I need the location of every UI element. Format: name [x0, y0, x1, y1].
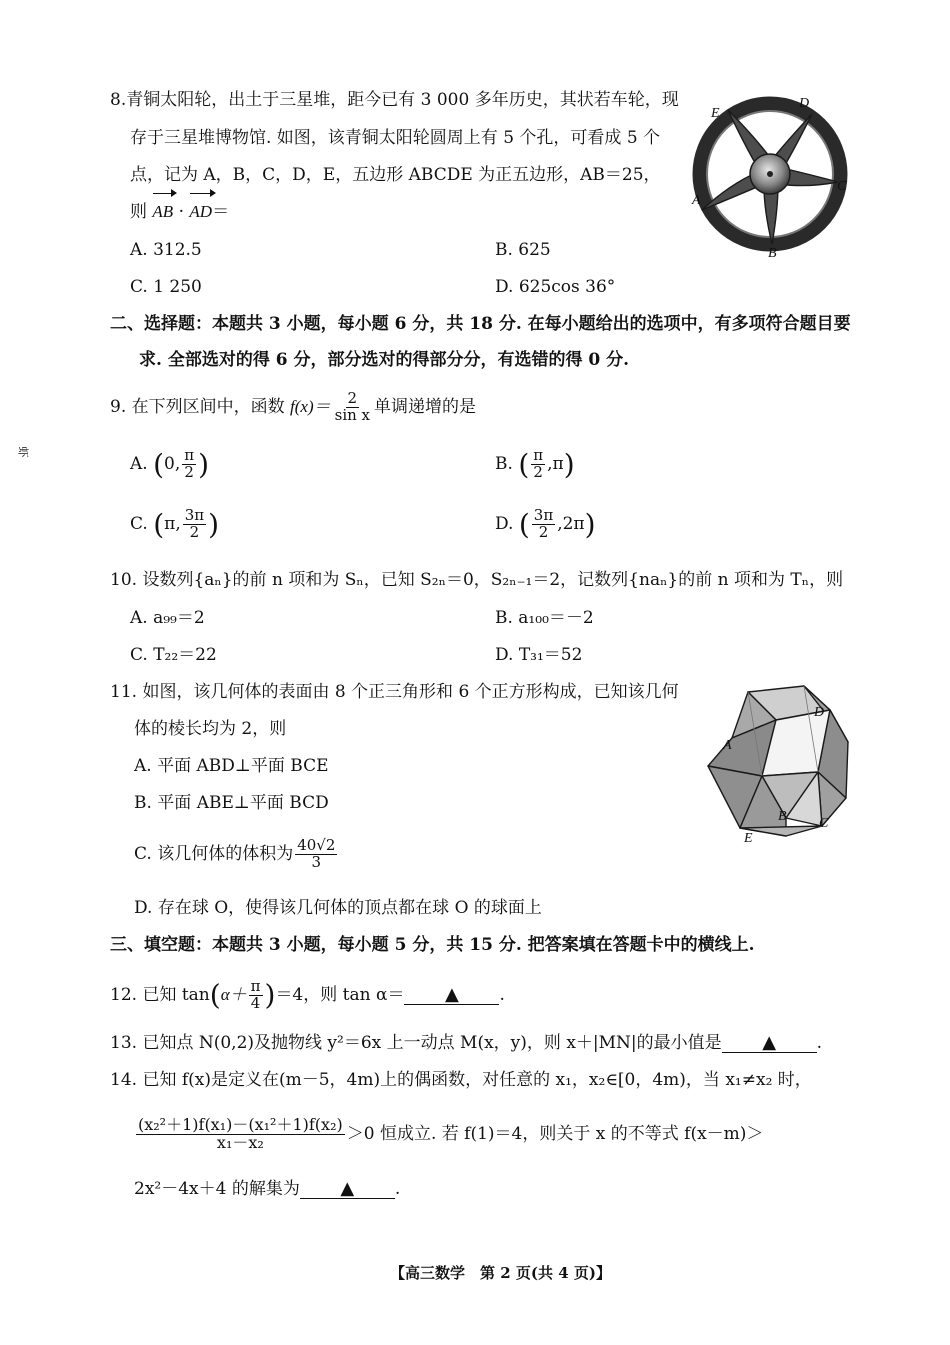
q14-line-3 — [134, 1171, 400, 1207]
section-2-heading-line-1: 二、选择题：本题共 3 小题，每小题 6 分，共 18 分. 在每小题给出的选项中，有多项符合题目要 — [110, 314, 851, 334]
q9-function: f(x)＝ — [290, 397, 331, 416]
q14-fraction — [136, 1117, 345, 1152]
q9-suffix: 单调递增的是 — [374, 397, 477, 417]
q9-d-left-den: 2 — [538, 523, 549, 541]
q11-option-c-prefix: C. 该几何体的体积为 — [134, 844, 294, 864]
q8-option-b: B. 625 — [495, 240, 551, 260]
q14-line-3-text: 2x²－4x＋4 的解集为 — [134, 1179, 300, 1199]
dot-operator: · — [173, 202, 190, 222]
q9-b-left-den: 2 — [533, 463, 543, 481]
q14-frac-den: x₁－x₂ — [216, 1133, 264, 1152]
cuboctahedron-figure — [700, 680, 860, 852]
q9-d-left-num: 3π — [533, 506, 554, 525]
label-b: B — [778, 809, 787, 824]
q12-end: . — [499, 985, 505, 1005]
q9-a-right-frac — [182, 448, 196, 481]
q13-text: 13. 已知点 N(0,2)及抛物线 y²＝6x 上一动点 M(x，y)，则 x＋|MN|的最小值是 — [110, 1033, 722, 1053]
q9-option-c-label: C. — [130, 514, 148, 534]
triangle-icon: ▲ — [445, 984, 459, 1005]
label-c: C — [819, 816, 829, 831]
q9-c-right-num: 3π — [184, 506, 205, 525]
q13-end: . — [816, 1033, 823, 1053]
q9-prefix: 9. 在下列区间中，函数 — [110, 397, 291, 417]
q9-option-a-label: A. — [130, 454, 148, 474]
q8-line-3: 点，记为 A，B，C，D，E，五边形 ABCDE 为正五边形，AB＝25， — [130, 165, 661, 185]
q14-line-2 — [134, 1110, 763, 1158]
q13 — [110, 1025, 822, 1061]
q9-c-left: π — [164, 514, 176, 534]
q12-inner: α＋ — [220, 985, 247, 1004]
q12-frac-num: π — [250, 977, 261, 996]
q9-option-b-label: B. — [495, 454, 513, 474]
section-2-heading-line-2: 求. 全部选对的得 6 分，部分选对的得部分分，有选错的得 0 分. — [139, 350, 630, 370]
q9-b-right: π — [552, 454, 564, 474]
q10-option-a: A. a₉₉＝2 — [130, 608, 205, 628]
q11-volume-fraction — [295, 838, 337, 871]
q12-prefix: 12. 已知 tan — [110, 985, 210, 1005]
q10-option-d: D. T₃₁＝52 — [495, 645, 583, 665]
q8-line-2: 存于三星堆博物馆. 如图，该青铜太阳轮圆周上有 5 个孔，可看成 5 个 — [130, 128, 661, 148]
vector-ab — [152, 194, 173, 230]
q9-b-left-num: π — [533, 446, 544, 465]
label-e: E — [711, 106, 720, 121]
label-e: E — [744, 831, 753, 846]
q9-option-a: A. (0, $\frac{\pi}{2}$ ) — [130, 446, 210, 481]
q11-volume-den: 3 — [311, 853, 322, 871]
q8-line-1: 8.青铜太阳轮，出土于三星堆，距今已有 3 000 多年历史，其状若车轮，现 — [110, 90, 679, 110]
q9-d-left-frac — [532, 508, 555, 541]
triangle-icon: ▲ — [340, 1178, 355, 1199]
triangle-icon: ▲ — [762, 1032, 777, 1053]
q9-c-right-den: 2 — [189, 523, 200, 541]
label-b: B — [768, 246, 777, 261]
q9-a-right-num: π — [184, 446, 195, 465]
vector-ad-label: AD — [189, 202, 213, 221]
q10-option-b: B. a₁₀₀＝－2 — [495, 608, 594, 628]
q9-option-c: C. (π, $\frac{3\pi}{2}$ ) — [130, 506, 220, 541]
q11-line-2: 体的棱长均为 2，则 — [134, 719, 287, 739]
q9-option-b: B. ( $\frac{\pi}{2}$ ,π) — [495, 446, 575, 481]
q8-ask-prefix: 则 — [130, 202, 153, 222]
q14-end: . — [394, 1179, 401, 1199]
vector-ad — [189, 194, 212, 230]
label-d: D — [814, 705, 825, 720]
section-3-heading: 三、填空题：本题共 3 小题，每小题 5 分，共 15 分. 把答案填在答题卡中的横线上. — [110, 935, 755, 955]
vector-ab-label: AB — [152, 202, 174, 221]
label-a: A — [723, 738, 732, 753]
label-a: A — [692, 193, 701, 208]
q9-option-d-label: D. — [495, 514, 514, 534]
q9-a-left: 0 — [164, 454, 175, 474]
q12-mid: ＝4，则 tan α＝ — [275, 985, 405, 1005]
q9-c-right-frac — [183, 508, 206, 541]
q8-ask-suffix: ＝ — [212, 202, 230, 222]
q12-fraction — [249, 979, 263, 1012]
q9-fraction — [333, 391, 372, 424]
q11-option-b: B. 平面 ABE⊥平面 BCD — [134, 793, 329, 813]
q12-answer-blank[interactable] — [404, 986, 499, 1005]
q11-option-c — [134, 832, 339, 876]
q9-stem — [110, 385, 476, 429]
q8-line-4 — [130, 194, 229, 230]
q14-frac-num: (x₂²＋1)f(x₁)－(x₁²＋1)f(x₂) — [138, 1115, 343, 1135]
q9-d-right: 2π — [562, 514, 585, 534]
label-c: C — [837, 179, 847, 194]
q14-line-1: 14. 已知 f(x)是定义在(m－5，4m)上的偶函数，对任意的 x₁，x₂∈[0，4m)，当 x₁≠x₂ 时， — [110, 1070, 812, 1090]
q9-b-left-frac — [531, 448, 545, 481]
q11-line-1: 11. 如图，该几何体的表面由 8 个正三角形和 6 个正方形构成，已知该几何 — [110, 682, 679, 702]
q9-option-d: D. ( $\frac{3\pi}{2}$ ,2π) — [495, 506, 596, 541]
q8-option-d: D. 625cos 36° — [495, 277, 616, 297]
q9-frac-num: 2 — [347, 389, 358, 408]
q10-option-c: C. T₂₂＝22 — [130, 645, 217, 665]
q8-option-c: C. 1 250 — [130, 277, 202, 297]
q11-option-d: D. 存在球 O，使得该几何体的顶点都在球 O 的球面上 — [134, 898, 542, 918]
bronze-sun-wheel-figure — [686, 92, 856, 264]
q11-volume-num: 40√2 — [297, 836, 336, 855]
q14-line-2-tail: ＞0 恒成立. 若 f(1)＝4，则关于 x 的不等式 f(x－m)＞ — [346, 1124, 764, 1144]
q13-answer-blank[interactable] — [722, 1034, 817, 1053]
q14-answer-blank[interactable] — [300, 1180, 395, 1199]
q12: 12. 已知 tan(α＋ $\frac{\pi}{4}$ )＝4，则 tan α＝ ▲ . — [110, 977, 505, 1012]
label-d: D — [799, 96, 810, 111]
page-footer: 【高三数学 第 2 页(共 4 页)】 — [390, 1264, 611, 1282]
q10-stem: 10. 设数列{aₙ}的前 n 项和为 Sₙ，已知 S₂ₙ＝0，S₂ₙ₋₁＝2，记数列{naₙ}的前 n 项和为 Tₙ，则 — [110, 570, 844, 590]
q11-option-a: A. 平面 ABD⊥平面 BCE — [134, 756, 329, 776]
q8-option-a: A. 312.5 — [130, 240, 202, 260]
margin-mark: 虾 — [16, 446, 30, 458]
q9-a-right-den: 2 — [184, 463, 194, 481]
q9-frac-den: sin x — [334, 406, 371, 424]
q12-frac-den: 4 — [250, 994, 261, 1012]
